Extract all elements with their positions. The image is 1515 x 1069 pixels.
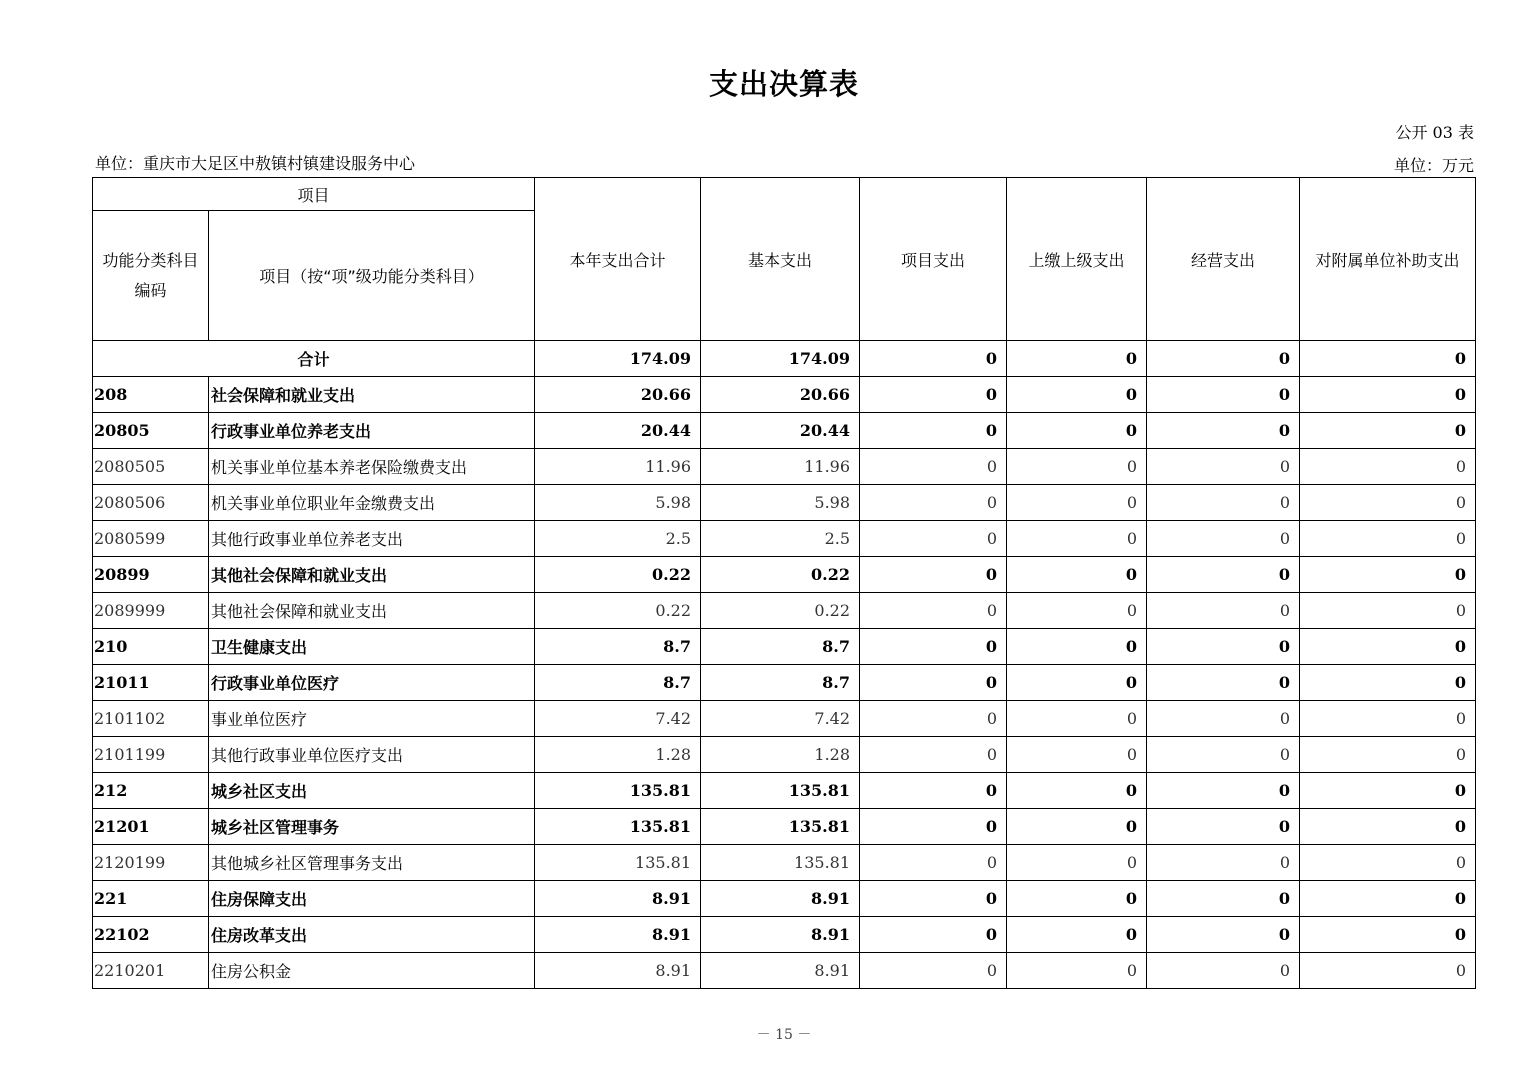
row-value: 0 xyxy=(1007,845,1147,881)
table-row xyxy=(93,629,1476,665)
total-value: 0 xyxy=(1007,341,1147,377)
total-value: 174.09 xyxy=(701,341,860,377)
header-superior: 上缴上级支出 xyxy=(1007,178,1147,341)
row-code: 20805 xyxy=(93,413,209,449)
table-row xyxy=(93,701,1476,737)
row-value: 0 xyxy=(1007,413,1147,449)
row-code: 22102 xyxy=(93,917,209,953)
row-value: 0 xyxy=(860,665,1007,701)
row-name: 住房改革支出 xyxy=(209,917,535,953)
row-name: 机关事业单位基本养老保险缴费支出 xyxy=(209,449,535,485)
row-code: 21201 xyxy=(93,809,209,845)
row-name: 其他行政事业单位养老支出 xyxy=(209,521,535,557)
row-value: 0 xyxy=(1300,773,1476,809)
row-value: 0 xyxy=(1300,413,1476,449)
row-value: 135.81 xyxy=(535,845,701,881)
row-value: 8.91 xyxy=(535,953,701,989)
table-row xyxy=(93,737,1476,773)
table-row xyxy=(93,917,1476,953)
row-value: 135.81 xyxy=(701,809,860,845)
row-value: 0 xyxy=(1007,773,1147,809)
row-value: 0 xyxy=(1147,917,1300,953)
row-value: 0 xyxy=(1300,629,1476,665)
total-value: 0 xyxy=(1300,341,1476,377)
table-row xyxy=(93,557,1476,593)
row-code: 20899 xyxy=(93,557,209,593)
row-value: 0 xyxy=(860,809,1007,845)
row-value: 0 xyxy=(860,521,1007,557)
row-value: 0 xyxy=(1300,809,1476,845)
row-value: 0 xyxy=(1147,593,1300,629)
row-value: 8.91 xyxy=(701,881,860,917)
row-name: 卫生健康支出 xyxy=(209,629,535,665)
row-value: 8.7 xyxy=(535,629,701,665)
row-value: 0 xyxy=(1147,809,1300,845)
row-value: 0.22 xyxy=(701,593,860,629)
row-value: 0 xyxy=(1007,809,1147,845)
row-value: 0 xyxy=(860,413,1007,449)
row-code: 2101102 xyxy=(93,701,209,737)
row-value: 135.81 xyxy=(535,773,701,809)
row-code: 21011 xyxy=(93,665,209,701)
row-name: 机关事业单位职业年金缴费支出 xyxy=(209,485,535,521)
header-project: 项目 xyxy=(93,178,535,211)
row-value: 20.44 xyxy=(535,413,701,449)
row-value: 0 xyxy=(1007,485,1147,521)
row-code: 2120199 xyxy=(93,845,209,881)
header-basic: 基本支出 xyxy=(701,178,860,341)
row-value: 0 xyxy=(1147,557,1300,593)
row-value: 0 xyxy=(860,845,1007,881)
row-value: 0 xyxy=(1300,953,1476,989)
row-value: 0 xyxy=(1007,665,1147,701)
row-value: 0 xyxy=(1147,413,1300,449)
table-row xyxy=(93,881,1476,917)
total-value: 0 xyxy=(1147,341,1300,377)
row-value: 11.96 xyxy=(701,449,860,485)
expenditure-table xyxy=(92,177,1476,989)
row-value: 0 xyxy=(1007,629,1147,665)
table-row xyxy=(93,593,1476,629)
row-value: 0 xyxy=(860,449,1007,485)
row-value: 0 xyxy=(1300,521,1476,557)
header-project-expense: 项目支出 xyxy=(860,178,1007,341)
row-code: 212 xyxy=(93,773,209,809)
row-value: 0 xyxy=(1007,377,1147,413)
row-value: 0 xyxy=(1147,953,1300,989)
row-value: 8.7 xyxy=(535,665,701,701)
row-value: 0 xyxy=(1007,917,1147,953)
row-value: 0 xyxy=(1007,557,1147,593)
row-value: 7.42 xyxy=(535,701,701,737)
row-code: 208 xyxy=(93,377,209,413)
row-value: 0 xyxy=(860,629,1007,665)
table-row xyxy=(93,845,1476,881)
unit-currency: 单位：万元 xyxy=(1393,156,1474,175)
row-value: 0 xyxy=(860,557,1007,593)
row-value: 0 xyxy=(1147,737,1300,773)
row-value: 8.91 xyxy=(701,953,860,989)
page-title: 支出决算表 xyxy=(708,67,859,101)
row-value: 0 xyxy=(860,593,1007,629)
row-value: 1.28 xyxy=(701,737,860,773)
row-value: 0 xyxy=(860,377,1007,413)
row-code: 2089999 xyxy=(93,593,209,629)
row-value: 0 xyxy=(1300,377,1476,413)
row-value: 0 xyxy=(1007,449,1147,485)
row-value: 0 xyxy=(1300,593,1476,629)
row-code: 210 xyxy=(93,629,209,665)
row-value: 0 xyxy=(1007,521,1147,557)
row-code: 2101199 xyxy=(93,737,209,773)
row-value: 0 xyxy=(1300,485,1476,521)
row-value: 8.7 xyxy=(701,665,860,701)
row-code: 2080506 xyxy=(93,485,209,521)
row-name: 其他社会保障和就业支出 xyxy=(209,593,535,629)
row-value: 0 xyxy=(1007,593,1147,629)
row-value: 0.22 xyxy=(701,557,860,593)
row-value: 0 xyxy=(1147,845,1300,881)
row-value: 0 xyxy=(1147,629,1300,665)
row-value: 0 xyxy=(1147,521,1300,557)
row-value: 8.91 xyxy=(701,917,860,953)
row-value: 0 xyxy=(1300,449,1476,485)
row-value: 0.22 xyxy=(535,557,701,593)
form-id: 公开 03 表 xyxy=(1395,123,1474,142)
row-value: 0 xyxy=(1147,665,1300,701)
row-value: 0 xyxy=(860,773,1007,809)
row-value: 0 xyxy=(860,737,1007,773)
row-value: 0 xyxy=(860,485,1007,521)
row-value: 135.81 xyxy=(701,773,860,809)
row-value: 20.44 xyxy=(701,413,860,449)
row-code: 221 xyxy=(93,881,209,917)
row-value: 0 xyxy=(1007,701,1147,737)
table-body xyxy=(93,341,1476,989)
row-name: 住房公积金 xyxy=(209,953,535,989)
row-name: 住房保障支出 xyxy=(209,881,535,917)
row-value: 2.5 xyxy=(701,521,860,557)
header-subsidy: 对附属单位补助支出 xyxy=(1300,178,1476,341)
total-row xyxy=(93,341,1476,377)
row-name: 社会保障和就业支出 xyxy=(209,377,535,413)
row-value: 0 xyxy=(1147,773,1300,809)
row-value: 5.98 xyxy=(701,485,860,521)
row-value: 8.91 xyxy=(535,917,701,953)
header-total: 本年支出合计 xyxy=(535,178,701,341)
table-row xyxy=(93,485,1476,521)
row-name: 行政事业单位医疗 xyxy=(209,665,535,701)
row-value: 135.81 xyxy=(701,845,860,881)
row-value: 0 xyxy=(1300,917,1476,953)
total-value: 0 xyxy=(860,341,1007,377)
row-value: 0 xyxy=(860,917,1007,953)
row-value: 0 xyxy=(1147,881,1300,917)
row-value: 5.98 xyxy=(535,485,701,521)
row-value: 7.42 xyxy=(701,701,860,737)
row-value: 8.91 xyxy=(535,881,701,917)
row-value: 0 xyxy=(860,881,1007,917)
header-code: 功能分类科目编码 xyxy=(93,211,209,341)
row-value: 20.66 xyxy=(701,377,860,413)
total-value: 174.09 xyxy=(535,341,701,377)
table-row xyxy=(93,953,1476,989)
row-value: 0 xyxy=(1300,881,1476,917)
row-value: 8.7 xyxy=(701,629,860,665)
row-value: 20.66 xyxy=(535,377,701,413)
row-value: 0 xyxy=(860,701,1007,737)
row-name: 其他城乡社区管理事务支出 xyxy=(209,845,535,881)
row-name: 城乡社区支出 xyxy=(209,773,535,809)
row-value: 0.22 xyxy=(535,593,701,629)
row-value: 0 xyxy=(1300,701,1476,737)
row-value: 0 xyxy=(1300,665,1476,701)
header-business: 经营支出 xyxy=(1147,178,1300,341)
row-name: 行政事业单位养老支出 xyxy=(209,413,535,449)
row-value: 0 xyxy=(1007,881,1147,917)
table-row xyxy=(93,809,1476,845)
table-row xyxy=(93,377,1476,413)
table-row xyxy=(93,449,1476,485)
row-code: 2080505 xyxy=(93,449,209,485)
row-value: 135.81 xyxy=(535,809,701,845)
table-row xyxy=(93,413,1476,449)
unit-organization: 单位：重庆市大足区中敖镇村镇建设服务中心 xyxy=(95,154,416,173)
row-value: 2.5 xyxy=(535,521,701,557)
row-value: 0 xyxy=(1007,953,1147,989)
row-value: 11.96 xyxy=(535,449,701,485)
row-value: 0 xyxy=(1300,845,1476,881)
table-row xyxy=(93,521,1476,557)
row-value: 0 xyxy=(1147,701,1300,737)
table-row xyxy=(93,773,1476,809)
row-name: 其他行政事业单位医疗支出 xyxy=(209,737,535,773)
row-name: 其他社会保障和就业支出 xyxy=(209,557,535,593)
page-number: － 15 － xyxy=(756,1027,812,1043)
table-row xyxy=(93,665,1476,701)
row-value: 1.28 xyxy=(535,737,701,773)
row-code: 2210201 xyxy=(93,953,209,989)
row-name: 事业单位医疗 xyxy=(209,701,535,737)
row-value: 0 xyxy=(1147,377,1300,413)
header-item: 项目（按“项”级功能分类科目） xyxy=(209,211,535,341)
row-value: 0 xyxy=(1300,557,1476,593)
total-label: 合计 xyxy=(93,341,535,377)
row-value: 0 xyxy=(1007,737,1147,773)
row-code: 2080599 xyxy=(93,521,209,557)
row-value: 0 xyxy=(860,953,1007,989)
row-value: 0 xyxy=(1147,449,1300,485)
row-name: 城乡社区管理事务 xyxy=(209,809,535,845)
row-value: 0 xyxy=(1300,737,1476,773)
row-value: 0 xyxy=(1147,485,1300,521)
